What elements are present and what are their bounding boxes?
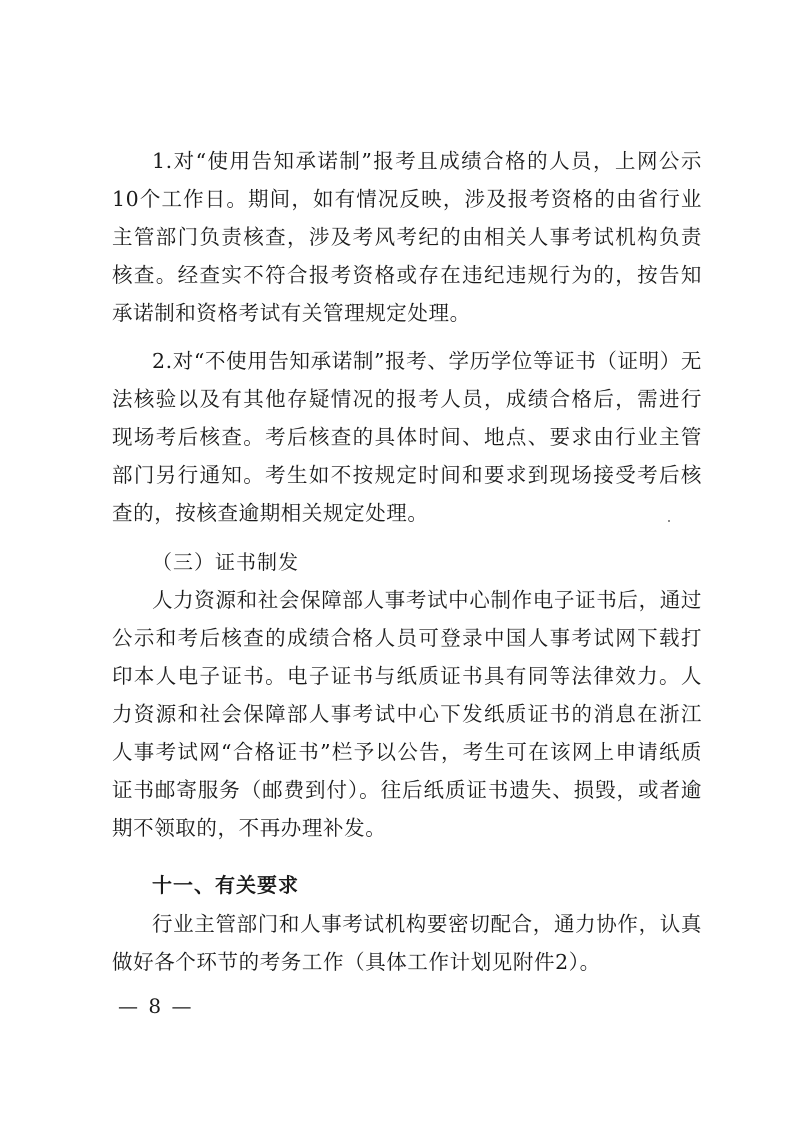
paragraph-post-result-publicity: 1.对“使用告知承诺制”报考且成绩合格的人员，上网公示10个工作日。期间，如有情况反映，涉及报考资格的由省行业主管部门负责核查，涉及考风考纪的由相关人事考试机构负责核查。经查实不符合报考资格或存在违纪违规行为的，按告知承诺制和资格考试有关管理规定处理。 bbox=[112, 149, 702, 325]
scan-speck bbox=[668, 520, 670, 522]
paragraph-cooperation-requirements: 行业主管部门和人事考试机构要密切配合，通力协作，认真做好各个环节的考务工作（具体工作计划见附件2）。 bbox=[112, 912, 702, 974]
subheading-certificate-issuance: （三）证书制发 bbox=[152, 550, 299, 574]
paragraph-onsite-verification: 2.对“不使用告知承诺制”报考、学历学位等证书（证明）无法核验以及有其他存疑情况的报考人员，成绩合格后，需进行现场考后核查。考后核查的具体时间、地点、要求由行业主管部门另行通知。考生如不按规定时间和要求到现场接受考后核查的，按核查逾期相关规定处理。 bbox=[112, 349, 702, 525]
paragraph-certificate-issuance: 人力资源和社会保障部人事考试中心制作电子证书后，通过公示和考后核查的成绩合格人员可登录中国人事考试网下载打印本人电子证书。电子证书与纸质证书具有同等法律效力。人力资源和社会保障部人事考试中心下发纸质证书的消息在浙江人事考试网“合格证书”栏予以公告，考生可在该网上申请纸质证书邮寄服务（邮费到付）。往后纸质证书遗失、损毁，或者逾期不领取的，不再办理补发。 bbox=[112, 588, 702, 840]
page-number: — 8 — bbox=[118, 994, 194, 1018]
heading-related-requirements: 十一、有关要求 bbox=[152, 873, 299, 897]
